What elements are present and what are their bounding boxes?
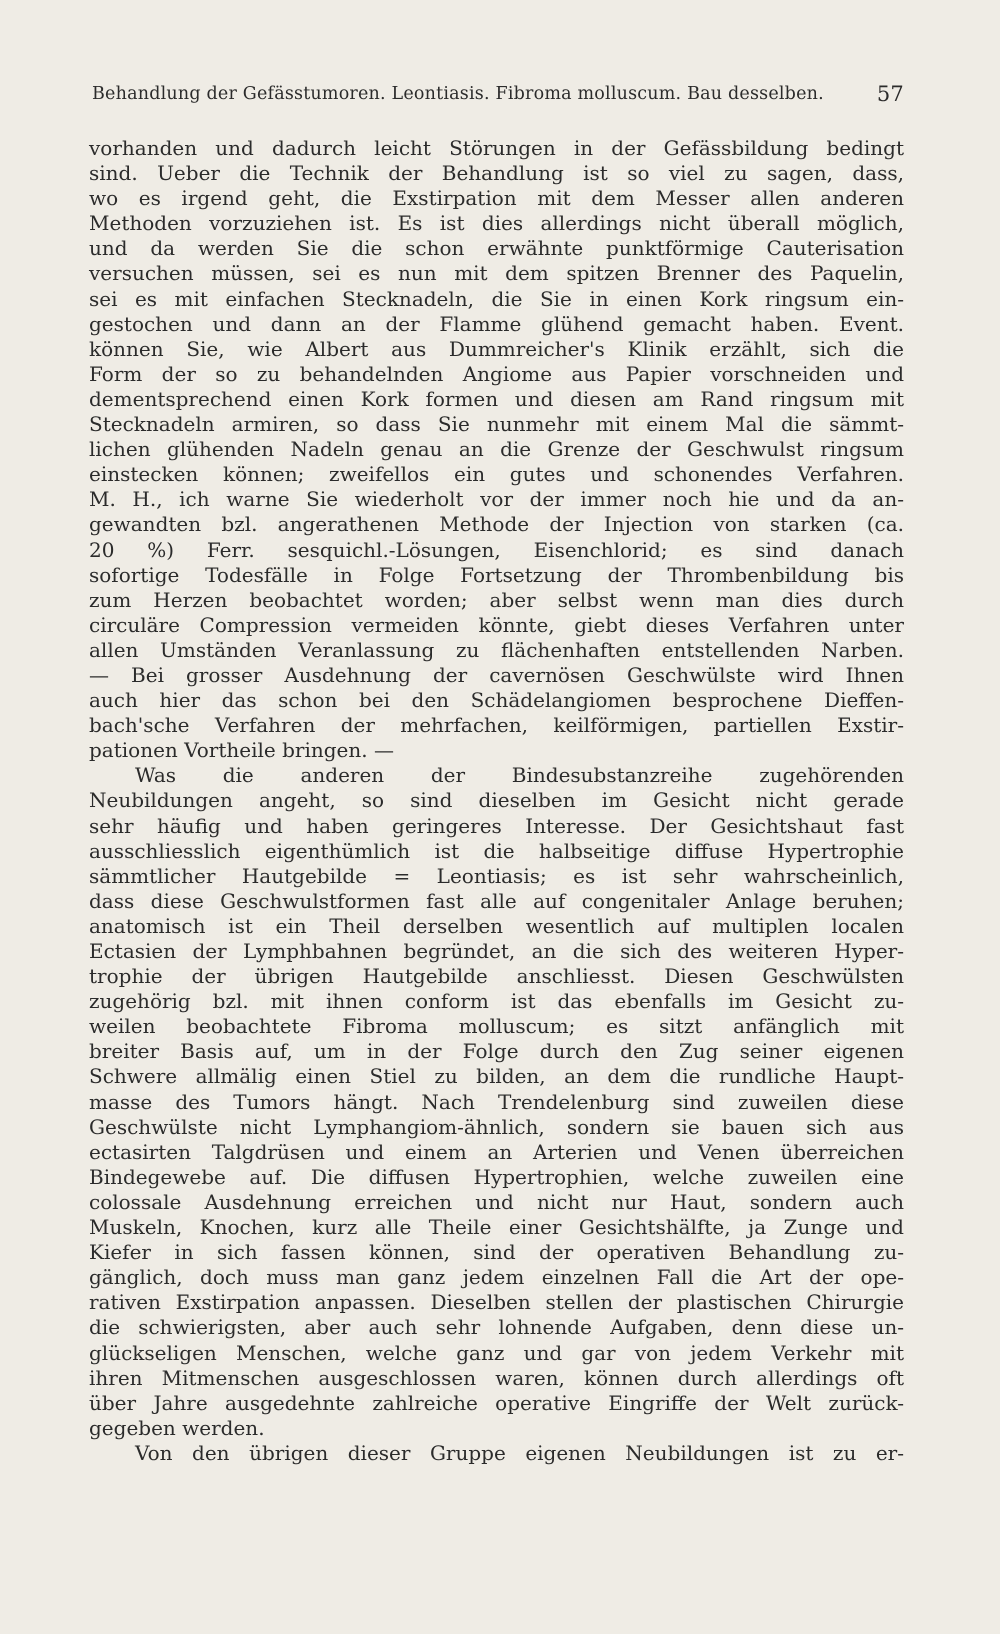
text-line: sind. Ueber die Technik der Behandlung ist so viel zu sagen, dass, — [89, 161, 904, 186]
text-line: gänglich, doch muss man ganz jedem einzelnen Fall die Art der ope- — [89, 1265, 904, 1290]
text-line: wo es irgend geht, die Exstirpation mit dem Messer allen anderen — [89, 186, 904, 211]
text-line: Ectasien der Lymphbahnen begründet, an die sich des weiteren Hyper- — [89, 939, 904, 963]
text-line: colossale Ausdehnung erreichen und nicht nur Haut, sondern auch — [89, 1189, 904, 1214]
text-line: circuläre Compression vermeiden könnte, giebt dieses Verfahren unter — [89, 612, 904, 637]
text-line: dass diese Geschwulstformen fast alle auf congenitaler Anlage beruhen; — [89, 888, 904, 913]
text-line: zum Herzen beobachtet worden; aber selbst wenn man dies durch — [89, 587, 904, 612]
page-number: 57 — [876, 82, 904, 106]
text-line: gegeben werden. — [89, 1415, 265, 1440]
text-line: 20 %) Ferr. sesquichl.-Lösungen, Eisenchlorid; es sind danach — [89, 537, 904, 562]
text-line: Muskeln, Knochen, kurz alle Theile einer Gesichtshälfte, ja Zunge und — [89, 1215, 904, 1240]
text-line: trophie der übrigen Hautgebilde anschliesst. Diesen Geschwülsten — [89, 964, 904, 989]
text-line: über Jahre ausgedehnte zahlreiche operative Eingriffe der Welt zurück- — [89, 1390, 904, 1415]
text-line: sehr häufig und haben geringeres Interesse. Der Gesichtshaut fast — [89, 813, 904, 838]
text-line: Form der so zu behandelnden Angiome aus Papier vorschneiden und — [89, 361, 904, 386]
text-line: die schwierigsten, aber auch sehr lohnende Aufgaben, denn diese un- — [89, 1315, 904, 1340]
text-line: rativen Exstirpation anpassen. Dieselben stellen der plastischen Chirurgie — [89, 1290, 904, 1315]
text-line: dementsprechend einen Kork formen und diesen am Rand ringsum mit — [89, 386, 904, 411]
text-line: vorhanden und dadurch leicht Störungen in der Gefässbildung bedingt — [89, 136, 904, 160]
text-line: ihren Mitmenschen ausgeschlossen waren, können durch allerdings oft — [89, 1365, 904, 1390]
text-line: allen Umständen Veranlassung zu flächenhaften entstellenden Narben. — [89, 637, 904, 662]
text-line: lichen glühenden Nadeln genau an die Grenze der Geschwulst ringsum — [89, 437, 904, 462]
text-line: Von den übrigen dieser Gruppe eigenen Neubildungen ist zu er- — [135, 1440, 904, 1465]
text-line: Schwere allmälig einen Stiel zu bilden, an dem die rundliche Haupt- — [89, 1064, 904, 1089]
text-line: und da werden Sie die schon erwähnte punktförmige Cauterisation — [89, 236, 904, 261]
text-line: anatomisch ist ein Theil derselben wesentlich auf multiplen localen — [89, 913, 904, 938]
text-line: Bindegewebe auf. Die diffusen Hypertrophien, welche zuweilen eine — [89, 1164, 904, 1189]
text-line: sei es mit einfachen Stecknadeln, die Sie in einen Kork ringsum ein- — [89, 286, 904, 311]
text-line: Kiefer in sich fassen können, sind der operativen Behandlung zu- — [89, 1240, 904, 1265]
text-line: ectasirten Talgdrüsen und einem an Arterien und Venen überreichen — [89, 1139, 904, 1164]
text-line: pationen Vortheile bringen. — — [89, 738, 394, 763]
text-line: breiter Basis auf, um in der Folge durch den Zug seiner eigenen — [89, 1039, 904, 1064]
text-line: M. H., ich warne Sie wiederholt vor der immer noch hie und da an- — [89, 487, 904, 512]
running-header — [92, 80, 904, 108]
text-line: können Sie, wie Albert aus Dummreicher's Klinik erzählt, sich die — [89, 336, 904, 361]
text-line: glückseligen Menschen, welche ganz und gar von jedem Verkehr mit — [89, 1340, 904, 1365]
text-line: ausschliesslich eigenthümlich ist die halbseitige diffuse Hypertrophie — [89, 838, 904, 863]
text-line: Neubildungen angeht, so sind dieselben im Gesicht nicht gerade — [89, 788, 904, 813]
text-line: Geschwülste nicht Lymphangiom-ähnlich, sondern sie bauen sich aus — [89, 1114, 904, 1139]
text-line: sofortige Todesfälle in Folge Fortsetzung der Thrombenbildung bis — [89, 562, 904, 587]
body-text — [89, 136, 904, 1466]
text-line: einstecken können; zweifellos ein gutes und schonendes Verfahren. — [89, 462, 904, 487]
text-line: Was die anderen der Bindesubstanzreihe zugehörenden — [135, 763, 904, 788]
text-line: weilen beobachtete Fibroma molluscum; es sitzt anfänglich mit — [89, 1014, 904, 1039]
text-line: Stecknadeln armiren, so dass Sie nunmehr mit einem Mal die sämmt- — [89, 412, 904, 437]
text-line: zugehörig bzl. mit ihnen conform ist das ebenfalls im Gesicht zu- — [89, 989, 904, 1014]
text-line: sämmtlicher Hautgebilde = Leontiasis; es ist sehr wahrscheinlich, — [89, 863, 904, 888]
text-line: gewandten bzl. angerathenen Methode der Injection von starken (ca. — [89, 512, 904, 537]
text-line: — Bei grosser Ausdehnung der cavernösen Geschwülste wird Ihnen — [89, 662, 904, 687]
text-line: auch hier das schon bei den Schädelangiomen besprochene Dieffen- — [89, 688, 904, 713]
text-line: Methoden vorzuziehen ist. Es ist dies allerdings nicht überall möglich, — [89, 211, 904, 236]
text-line: masse des Tumors hängt. Nach Trendelenburg sind zuweilen diese — [89, 1089, 904, 1114]
text-line: bach'sche Verfahren der mehrfachen, keilförmigen, partiellen Exstir- — [89, 713, 904, 738]
running-title: Behandlung der Gefässtumoren. Leontiasis. Fibroma molluscum. Bau desselben. — [92, 84, 824, 104]
text-line: gestochen und dann an der Flamme glühend gemacht haben. Event. — [89, 311, 904, 336]
text-line: versuchen müssen, sei es nun mit dem spitzen Brenner des Paquelin, — [89, 261, 904, 286]
